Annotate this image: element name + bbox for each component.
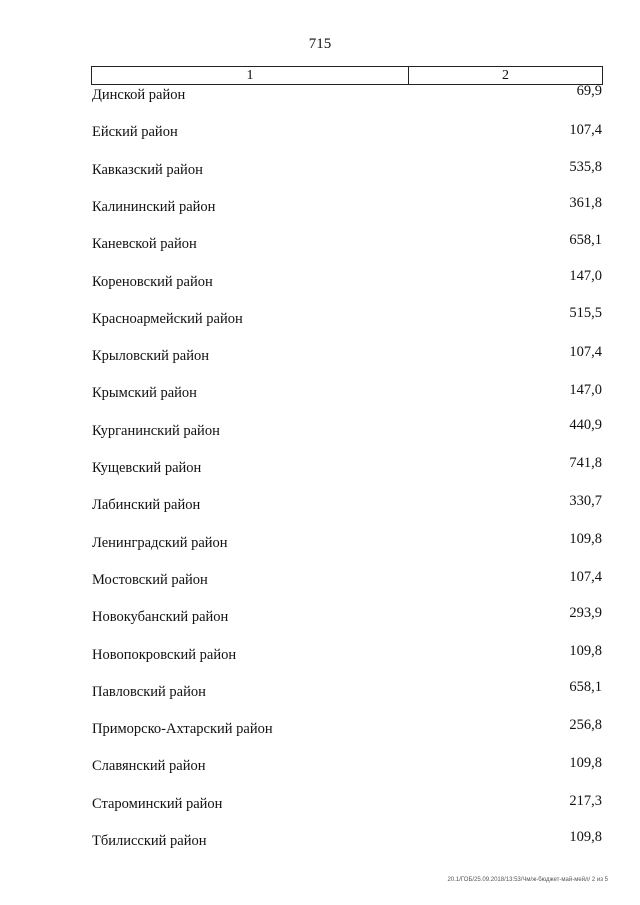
district-value: 535,8	[569, 158, 602, 175]
table-row	[0, 755, 640, 778]
table-row	[0, 83, 640, 107]
table-row	[0, 605, 640, 629]
district-name: Калининский район	[92, 198, 216, 215]
table-row	[0, 232, 640, 256]
district-name: Ленинградский район	[92, 534, 228, 551]
district-value: 658,1	[569, 232, 602, 249]
page-number: 715	[308, 36, 332, 52]
district-name: Динской район	[92, 87, 186, 103]
table-row	[0, 829, 640, 853]
district-name: Каневской район	[92, 236, 197, 253]
district-name: Новокубанский район	[92, 609, 229, 626]
table-row	[0, 717, 640, 741]
document-footer: 20.1/ГОБ/25.09.2018/13:53/Чм/ж-бюджет-май-мейл/ 2 из 5	[447, 877, 608, 883]
table-row	[0, 124, 640, 144]
district-value: 147,0	[569, 382, 602, 399]
district-name: Славянский район	[92, 758, 206, 775]
table-row	[0, 530, 640, 555]
district-value: 147,0	[569, 267, 602, 284]
district-value: 361,8	[569, 194, 602, 211]
district-value: 440,9	[569, 416, 602, 433]
district-value: 658,1	[569, 678, 602, 695]
district-value: 293,9	[569, 605, 602, 622]
district-value: 109,8	[569, 755, 602, 772]
district-value: 330,7	[569, 493, 602, 510]
district-value: 107,4	[569, 568, 602, 585]
table-row	[0, 568, 640, 592]
table-row	[0, 493, 640, 517]
district-value: 69,9	[576, 83, 602, 99]
district-name: Лабинский район	[92, 497, 201, 514]
district-value: 107,4	[569, 122, 602, 139]
column-header-1: 1	[92, 67, 409, 84]
table-row	[0, 158, 640, 182]
district-value: 741,8	[569, 455, 602, 471]
district-value: 109,8	[569, 642, 602, 659]
table-row	[0, 194, 640, 219]
table-row	[0, 344, 640, 368]
district-value: 256,8	[569, 717, 602, 734]
table-row	[0, 416, 640, 443]
district-value: 109,8	[569, 829, 602, 845]
district-value: 107,4	[569, 344, 602, 361]
district-name: Курганинский район	[92, 422, 220, 439]
district-name: Староминский район	[92, 795, 223, 812]
district-name: Кореновский район	[92, 273, 213, 290]
table-header	[91, 66, 603, 85]
district-name: Красноармейский район	[92, 310, 243, 327]
district-name: Приморско-Ахтарский район	[92, 721, 273, 738]
district-name: Кущевский район	[92, 460, 202, 476]
table-row	[0, 642, 640, 667]
table-row	[0, 382, 640, 405]
table-row	[0, 678, 640, 704]
district-name: Тбилисский район	[92, 833, 207, 849]
table-row	[0, 267, 640, 294]
district-name: Крыловский район	[92, 348, 209, 365]
district-value: 515,5	[569, 304, 602, 321]
district-name: Крымский район	[92, 385, 197, 402]
table-row	[0, 792, 640, 816]
district-name: Ейский район	[92, 124, 178, 141]
table-row	[0, 455, 640, 480]
district-name: Павловский район	[92, 683, 206, 700]
district-value: 217,3	[569, 792, 602, 809]
district-name: Кавказский район	[92, 161, 203, 178]
table-row	[0, 304, 640, 331]
district-value: 109,8	[569, 530, 602, 547]
column-header-2: 2	[502, 67, 509, 83]
district-name: Мостовский район	[92, 571, 208, 588]
district-name: Новопокровский район	[92, 646, 237, 663]
